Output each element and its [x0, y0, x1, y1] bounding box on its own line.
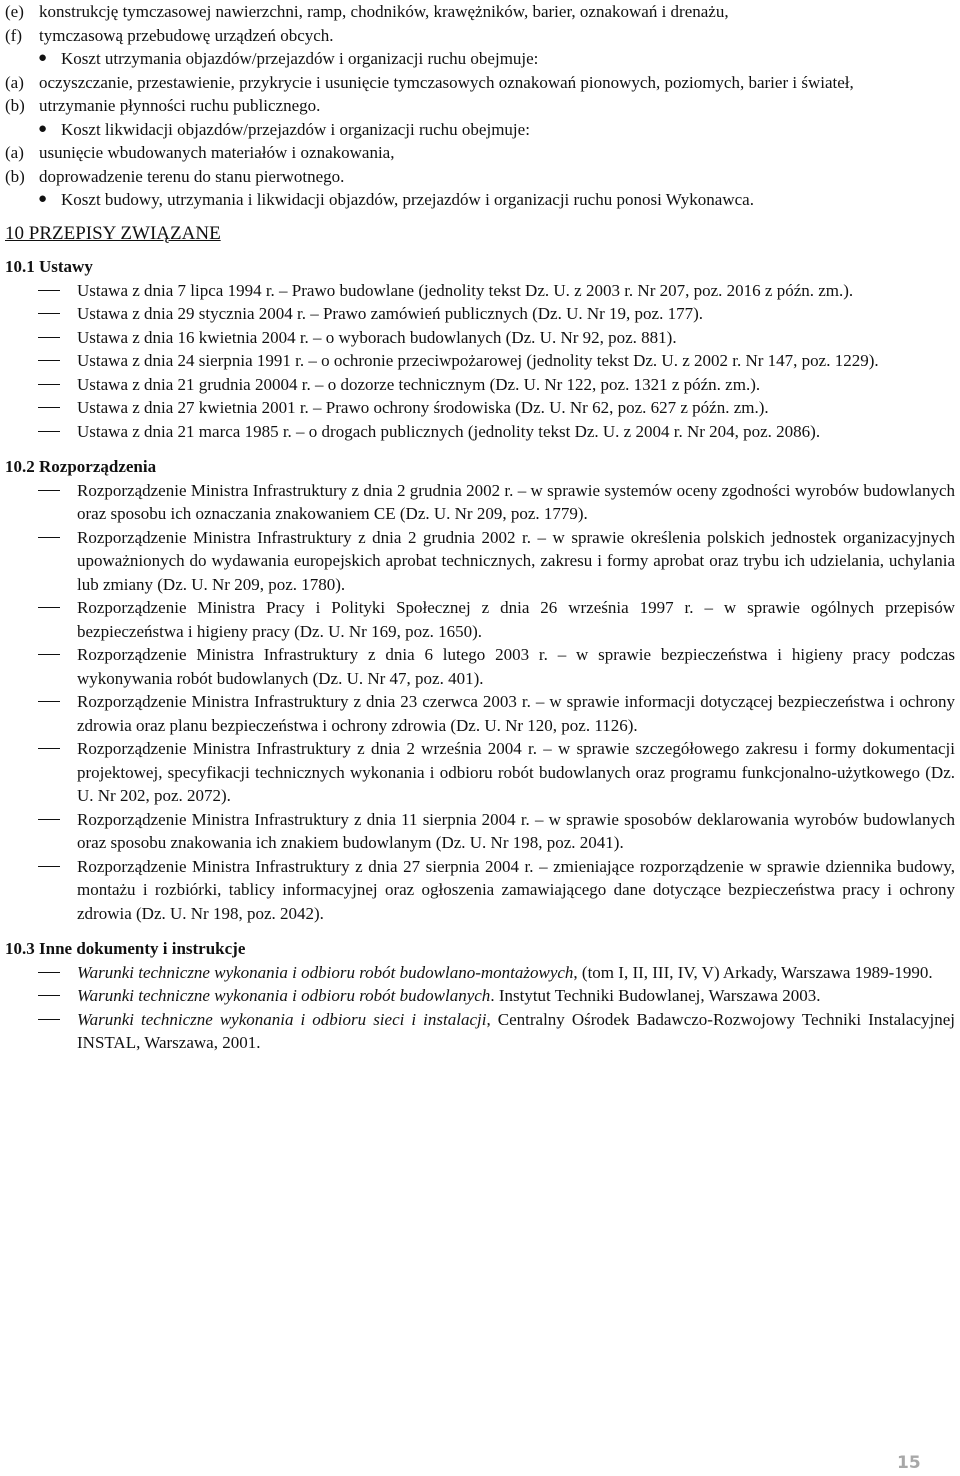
item-text: tymczasową przebudowę urządzeń obcych. [39, 25, 334, 45]
rozporzadzenie-item-text: Rozporządzenie Ministra Pracy i Polityki Społecznej z dnia 26 września 1997 r. – w sprawie ogólnych przepisów bezpieczeństwa i higieny pracy (Dz. U. Nr 169, poz. 1650). [77, 598, 955, 641]
dash-bullet-icon [38, 748, 60, 749]
ustawa-item-text: Ustawa z dnia 29 stycznia 2004 r. – Prawo zamówień publicznych (Dz. U. Nr 19, poz. 177). [77, 304, 704, 323]
item-label: (f) [5, 25, 22, 45]
list-item-b [5, 165, 955, 189]
dash-bullet-icon [38, 290, 60, 291]
ustawa-item [5, 373, 955, 397]
subsection-number: 10.3 [5, 939, 35, 958]
dash-bullet-icon [38, 1019, 60, 1020]
dash-bullet-icon [38, 537, 60, 538]
bullet-text: Koszt utrzymania objazdów/przejazdów i organizacji ruchu obejmuje: [61, 49, 539, 68]
bullet-koszt-budowy [5, 188, 955, 212]
rozporzadzenie-item [5, 855, 955, 926]
ustawa-item-text: Ustawa z dnia 24 sierpnia 1991 r. – o ochronie przeciwpożarowej (jednolity tekst Dz. U. z 2002 r. Nr 147, poz. 1229). [77, 351, 879, 370]
ustawy-list [5, 279, 955, 444]
bullet-icon: ● [38, 50, 48, 66]
document-title: Warunki techniczne wykonania i odbioru sieci i instalacji [77, 1009, 487, 1029]
subsection-number: 10.2 [5, 457, 35, 476]
item-text: oczyszczanie, przestawienie, przykrycie i usunięcie tymczasowych oznakowań pionowych, poziomych, barier i świateł, [39, 72, 854, 92]
ustawa-item [5, 349, 955, 373]
list-item-e [5, 0, 955, 24]
dash-bullet-icon [38, 337, 60, 338]
item-text: usunięcie wbudowanych materiałów i oznakowania, [39, 143, 395, 162]
ustawa-item [5, 326, 955, 350]
dash-bullet-icon [38, 607, 60, 608]
rozporzadzenie-item-text: Rozporządzenie Ministra Infrastruktury z dnia 2 września 2004 r. – w sprawie szczegółowego zakresu i formy dokumentacji projektowej, specyfikacji technicznych wykonania i odbioru robót budowlanych oraz programu funkcjonalno-użytkowego (Dz. U. Nr 202, poz. 2072). [77, 739, 955, 805]
subsection-title: Inne dokumenty i instrukcje [39, 939, 246, 958]
document-details: , (tom I, II, III, IV, V) Arkady, Warszawa 1989-1990. [573, 962, 933, 982]
rozporzadzenie-item-text: Rozporządzenie Ministra Infrastruktury z dnia 2 grudnia 2002 r. – w sprawie systemów oceny zgodności wyrobów budowlanych oraz sposobu ich oznaczania znakowaniem CE (Dz. U. Nr 209, poz. 1779). [77, 480, 955, 523]
dash-bullet-icon [38, 972, 60, 973]
item-label: (e) [5, 2, 24, 21]
dash-bullet-icon [38, 384, 60, 385]
rozporzadzenie-item-text: Rozporządzenie Ministra Infrastruktury z dnia 27 sierpnia 2004 r. – zmieniające rozporządzenie w sprawie dziennika budowy, montażu i rozbiórki, tablicy informacyjnej oraz ogłoszenia zamawiającego dane dotyczące bezpieczeństwa pracy i ochrony zdrowia (Dz. U. Nr 198, poz. 2042). [77, 856, 955, 923]
bullet-likwidacja [5, 118, 955, 142]
item-label: (a) [5, 143, 24, 162]
rozporzadzenie-item [5, 526, 955, 597]
rozporzadzenie-item [5, 479, 955, 526]
document-details: . Instytut Techniki Budowlanej, Warszawa 2003. [490, 986, 821, 1005]
item-text: utrzymanie płynności ruchu publicznego. [39, 96, 321, 115]
document-title: Warunki techniczne wykonania i odbioru robót budowlano-montażowych [77, 962, 574, 982]
subsection-heading-ustawy [5, 255, 955, 279]
dash-bullet-icon [38, 819, 60, 820]
rozporzadzenie-item-text: Rozporządzenie Ministra Infrastruktury z dnia 11 sierpnia 2004 r. – w sprawie sposobów deklarowania wyrobów budowlanych oraz sposobu znakowania ich znakiem budowlanym (Dz. U. Nr 198, poz. 2041). [77, 809, 955, 852]
bullet-icon: ● [38, 120, 48, 137]
dash-bullet-icon [38, 866, 60, 867]
document-page [5, 0, 955, 1055]
dokument-item [5, 1008, 955, 1055]
dash-bullet-icon [38, 995, 60, 996]
bullet-utrzymanie [5, 47, 955, 71]
dash-bullet-icon [38, 313, 60, 314]
list-item-b [5, 94, 955, 118]
rozporzadzenia-list [5, 479, 955, 926]
subsection-heading-inne [5, 937, 955, 961]
document-title: Warunki techniczne wykonania i odbioru robót budowlanych [77, 986, 491, 1005]
item-label: (a) [5, 72, 24, 92]
rozporzadzenie-item [5, 643, 955, 690]
dash-bullet-icon [38, 431, 60, 432]
dokument-item [5, 984, 955, 1008]
subsection-number: 10.1 [5, 257, 35, 276]
ustawa-item [5, 279, 955, 303]
list-item-f [5, 24, 955, 48]
ustawa-item-text: Ustawa z dnia 16 kwietnia 2004 r. – o wyborach budowlanych (Dz. U. Nr 92, poz. 881). [77, 327, 677, 347]
rozporzadzenie-item [5, 596, 955, 643]
ustawa-item-text: Ustawa z dnia 27 kwietnia 2001 r. – Prawo ochrony środowiska (Dz. U. Nr 62, poz. 627 z późn. zm.). [77, 398, 769, 417]
item-label: (b) [5, 96, 25, 115]
subsection-title: Ustawy [39, 257, 93, 276]
rozporzadzenie-item [5, 690, 955, 737]
document-details: , Centralny Ośrodek Badawczo-Rozwojowy Techniki Instalacyjnej INSTAL, Warszawa, 2001. [77, 1009, 955, 1052]
item-label: (b) [5, 166, 25, 186]
rozporzadzenie-item [5, 737, 955, 808]
subsection-heading-rozporzadzenia [5, 455, 955, 479]
ustawa-item-text: Ustawa z dnia 21 marca 1985 r. – o drogach publicznych (jednolity tekst Dz. U. z 2004 r. Nr 204, poz. 2086). [77, 421, 821, 441]
dash-bullet-icon [38, 654, 60, 655]
dash-bullet-icon [38, 701, 60, 702]
rozporzadzenie-item-text: Rozporządzenie Ministra Infrastruktury z dnia 6 lutego 2003 r. – w sprawie bezpieczeństwa i higieny pracy podczas wykonywania robót budowlanych (Dz. U. Nr 47, poz. 401). [77, 645, 955, 688]
ustawa-item-text: Ustawa z dnia 7 lipca 1994 r. – Prawo budowlane (jednolity tekst Dz. U. z 2003 r. Nr 207, poz. 2016 z późn. zm.). [77, 280, 854, 300]
bullet-icon: ● [38, 191, 48, 207]
ustawa-item [5, 396, 955, 420]
ustawa-item [5, 420, 955, 444]
dokument-item [5, 961, 955, 985]
item-text: doprowadzenie terenu do stanu pierwotnego. [39, 166, 345, 186]
rozporzadzenie-item-text: Rozporządzenie Ministra Infrastruktury z dnia 23 czerwca 2003 r. – w sprawie informacji dotyczącej bezpieczeństwa i ochrony zdrowia oraz planu bezpieczeństwa i ochrony zdrowia (Dz. U. Nr 120, poz. 1126). [77, 692, 955, 735]
bullet-text: Koszt budowy, utrzymania i likwidacji objazdów, przejazdów i organizacji ruchu ponosi Wykonawca. [61, 190, 754, 209]
dash-bullet-icon [38, 407, 60, 408]
list-item-a [5, 141, 955, 165]
ustawa-item [5, 302, 955, 326]
rozporzadzenie-item-text: Rozporządzenie Ministra Infrastruktury z dnia 2 grudnia 2002 r. – w sprawie określenia polskich jednostek organizacyjnych upoważnionych do wydawania europejskich aprobat technicznych, zakresu i formy aprobat oraz trybu ich udzielania, uchylania lub zmiany (Dz. U. Nr 209, poz. 1780). [77, 527, 955, 594]
page-number: 15 [897, 1453, 921, 1473]
dash-bullet-icon [38, 490, 60, 491]
ustawa-item-text: Ustawa z dnia 21 grudnia 20004 r. – o dozorze technicznym (Dz. U. Nr 122, poz. 1321 z późn. zm.). [77, 374, 761, 394]
rozporzadzenie-item [5, 808, 955, 855]
bullet-text: Koszt likwidacji objazdów/przejazdów i organizacji ruchu obejmuje: [61, 119, 530, 139]
list-item-a [5, 71, 955, 95]
item-text: konstrukcję tymczasowej nawierzchni, ramp, chodników, krawężników, barier, oznakowań i drenażu, [39, 2, 729, 21]
subsection-title: Rozporządzenia [39, 457, 157, 476]
dash-bullet-icon [38, 360, 60, 361]
inne-dokumenty-list [5, 961, 955, 1055]
section-heading: 10 PRZEPISY ZWIĄZANE [5, 222, 221, 244]
